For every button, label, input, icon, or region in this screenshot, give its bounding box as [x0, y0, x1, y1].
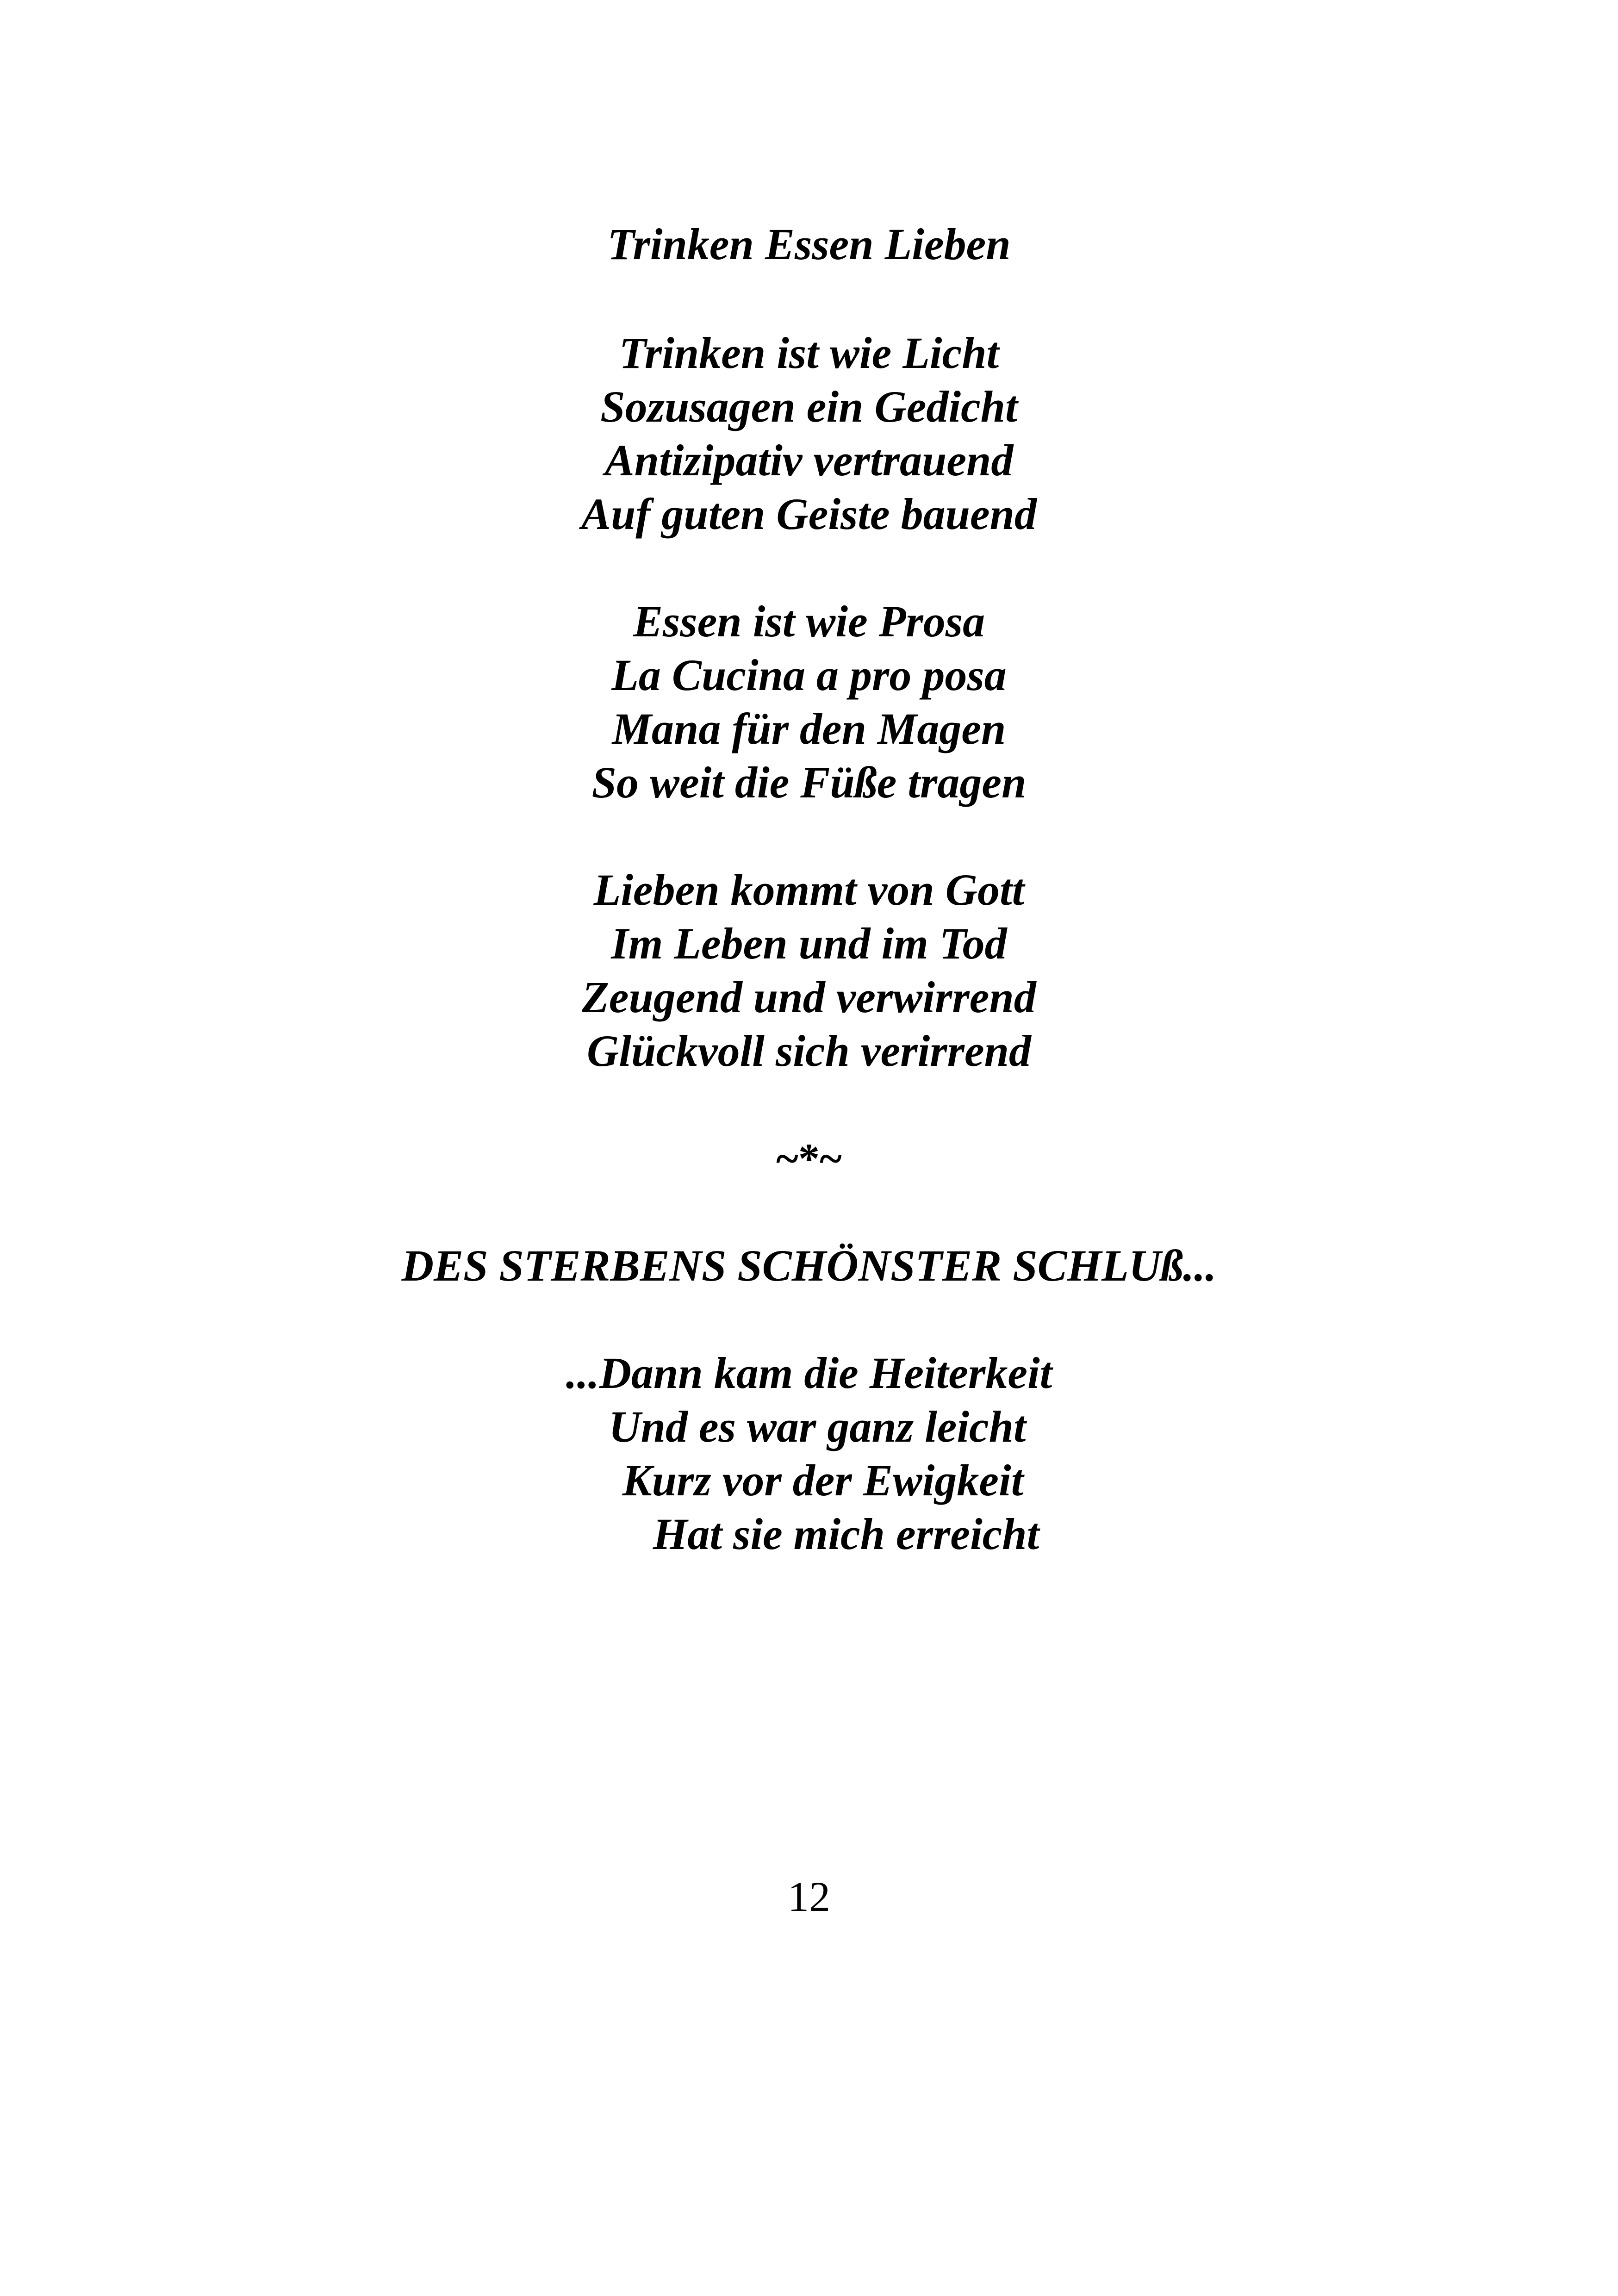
poem-line: Lieben kommt von Gott — [593, 865, 1025, 915]
page-number: 12 — [788, 1873, 830, 1920]
poem-line: Kurz vor der Ewigkeit — [622, 1456, 1024, 1505]
poem-line: Und es war ganz leicht — [609, 1402, 1026, 1451]
poem-line: Trinken ist wie Licht — [619, 328, 999, 378]
poem-line: Auf guten Geiste bauend — [581, 489, 1037, 539]
poem-line: ...Dann kam die Heiterkeit — [566, 1348, 1052, 1398]
section-separator: ~*~ — [776, 1135, 842, 1182]
poem-title: Trinken Essen Lieben — [607, 219, 1011, 269]
poem-line: La Cucina a pro posa — [611, 650, 1007, 700]
poem-line: Glückvoll sich verirrend — [587, 1026, 1031, 1076]
poem-line: Mana für den Magen — [612, 704, 1006, 753]
poem-line: Essen ist wie Prosa — [633, 597, 985, 646]
poem-line: Im Leben und im Tod — [611, 919, 1007, 968]
poem-line: Antizipativ vertrauend — [604, 436, 1014, 485]
poem-title: DES STERBENS SCHÖNSTER SCHLUß... — [401, 1241, 1217, 1290]
poem-line: Sozusagen ein Gedicht — [600, 382, 1018, 431]
poem-line: So weit die Füße tragen — [591, 758, 1027, 807]
poem-line: Zeugend und verwirrend — [582, 972, 1036, 1022]
poem-line: Hat sie mich erreicht — [653, 1509, 1039, 1559]
